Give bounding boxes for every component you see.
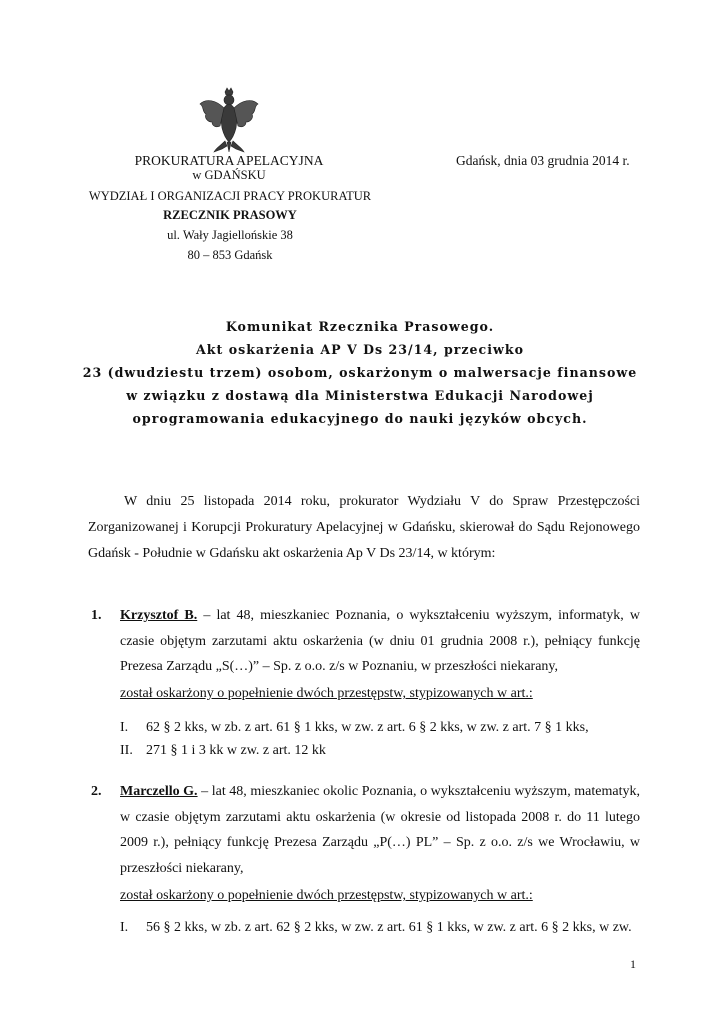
- office-city: w GDAŃSKU: [192, 168, 266, 182]
- department-name: WYDZIAŁ I ORGANIZACJI PRACY PROKURATUR: [88, 189, 372, 203]
- page-number: 1: [630, 957, 636, 971]
- defendant-name: Marczello G.: [120, 784, 198, 799]
- polish-eagle-emblem-icon: [198, 86, 260, 154]
- charge-item-number: I.: [120, 920, 129, 935]
- defendant-details: – lat 48, mieszkaniec okolic Poznania, o wykształceniu wyższym, matematyk, w czasie objętym zarzutami aktu oskarżenia (w okresie od listopada 2008 r. do 11 lutego 2009 r.), pełniący funkcję Prezesa Zarządu „P(…) PL” – Sp. z o.o. z/s we Wrocławiu, w przeszłości niekarany,: [120, 784, 640, 876]
- title-line-2: Akt oskarżenia AP V Ds 23/14, przeciwko: [196, 342, 524, 357]
- list-item-number: 2.: [91, 784, 102, 799]
- spokesperson-role: RZECZNIK PRASOWY: [163, 208, 297, 222]
- intro-text: W dniu 25 listopada 2014 roku, prokurator Wydziału V do Spraw Przestępczości Zorganizowanej i Korupcji Prokuratury Apelacyjnej w Gdańsku, skierował do Sądu Rejonowego Gdańsk - Południe w Gdańsku akt oskarżenia Ap V Ds 23/14, w którym:: [88, 494, 640, 561]
- intro-paragraph: [88, 489, 640, 567]
- charge-item-text: 56 § 2 kks, w zb. z art. 62 § 2 kks, w zw. z art. 61 § 1 kks, w zw. z art. 6 § 2 kks, w zw.: [146, 920, 632, 935]
- office-name: PROKURATURA APELACYJNA: [134, 153, 324, 168]
- charge-item-number: II.: [120, 743, 133, 758]
- charge-statement: został oskarżony o popełnienie dwóch przestępstw, stypizowanych w art.:: [120, 888, 533, 903]
- title-line-3: 23 (dwudziestu trzem) osobom, oskarżonym o malwersacje finansowe: [82, 365, 638, 380]
- charge-item-text: 62 § 2 kks, w zb. z art. 61 § 1 kks, w zw. z art. 6 § 2 kks, w zw. z art. 7 § 1 kks,: [146, 720, 589, 735]
- title-line-5: oprogramowania edukacyjnego do nauki języków obcych.: [132, 411, 588, 426]
- address-street: ul. Wały Jagiellońskie 38: [167, 228, 293, 242]
- place-date: Gdańsk, dnia 03 grudnia 2014 r.: [456, 153, 630, 168]
- charge-item-text: 271 § 1 i 3 kk w zw. z art. 12 kk: [146, 743, 326, 758]
- address-postal: 80 – 853 Gdańsk: [187, 248, 273, 262]
- defendant-details: – lat 48, mieszkaniec Poznania, o wykształceniu wyższym, informatyk, w czasie objętym zarzutami aktu oskarżenia (w dniu 01 grudnia 2008 r.), pełniący funkcję Prezesa Zarządu „S(…)” – Sp. z o.o. z/s w Poznaniu, w przeszłości niekarany,: [120, 608, 640, 674]
- defendant-description: [120, 603, 640, 680]
- defendant-name: Krzysztof B.: [120, 608, 198, 623]
- department-block: [50, 187, 410, 265]
- charge-item-number: I.: [120, 720, 129, 735]
- list-item-number: 1.: [91, 608, 102, 623]
- office-header: [98, 152, 360, 184]
- defendant-description: [120, 779, 640, 881]
- title-line-1: Komunikat Rzecznika Prasowego.: [225, 319, 495, 334]
- communique-title: [60, 315, 660, 430]
- charge-statement: został oskarżony o popełnienie dwóch przestępstw, stypizowanych w art.:: [120, 686, 533, 701]
- title-line-4: w związku z dostawą dla Ministerstwa Edukacji Narodowej: [126, 388, 594, 403]
